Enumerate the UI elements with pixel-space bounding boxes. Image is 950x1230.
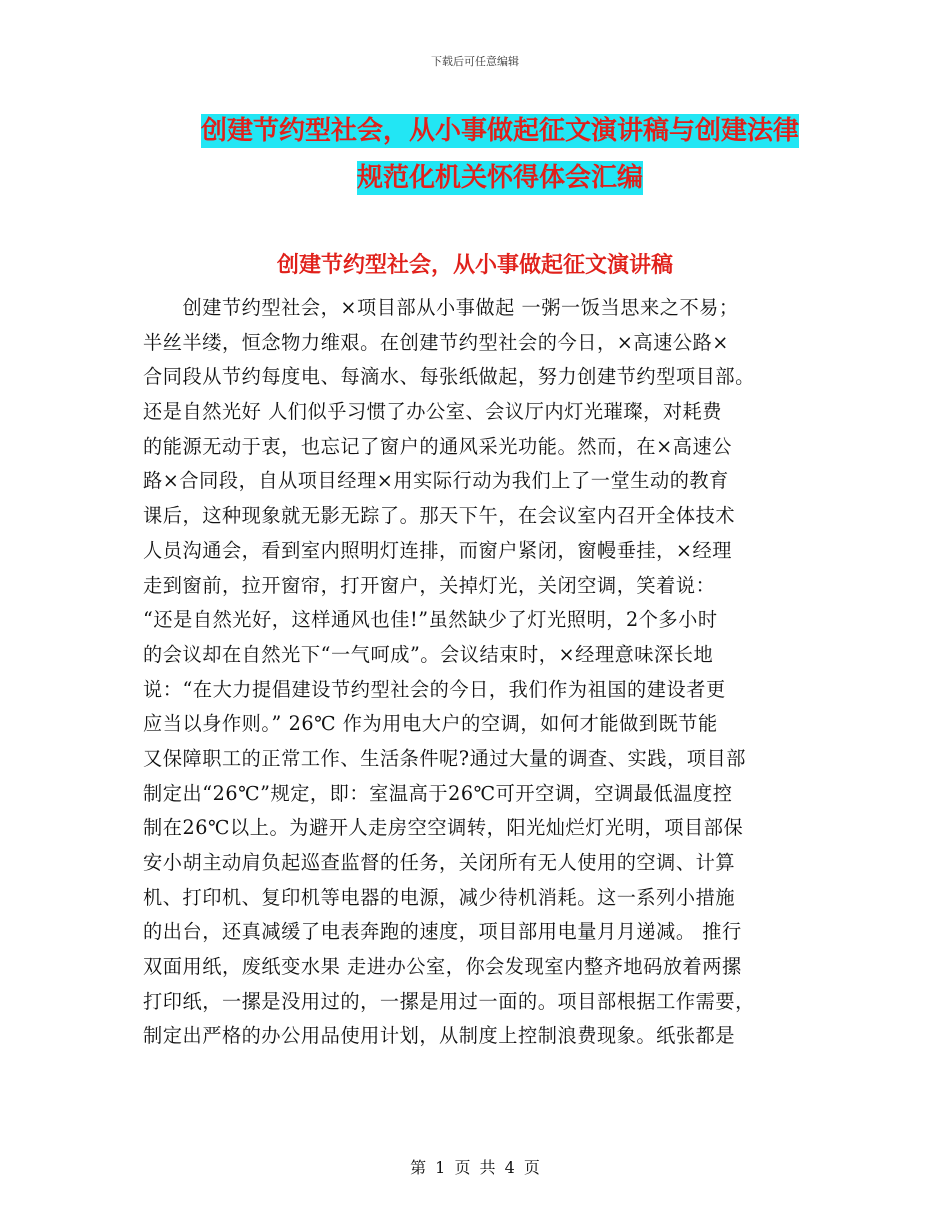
title-line-1: 创建节约型社会，从小事做起征文演讲稿与创建法律 [200,116,799,146]
body-line: 创建节约型社会，×项目部从小事做起 一粥一饭当思来之不易； [143,296,739,319]
header-note: 下载后可任意编辑 [431,55,519,68]
document-title [150,108,850,202]
body-line: 走到窗前，拉开窗帘，打开窗户，关掉灯光，关闭空调，笑着说： [143,573,716,597]
body-line: 还是自然光好 人们似乎习惯了办公室、会议厅内灯光璀璨，对耗费 [143,400,723,424]
body-line: 半丝半缕，恒念物力维艰。在创建节约型社会的今日，×高速公路× [143,330,729,354]
body-line: 又保障职工的正常工作、生活条件呢?通过大量的调查、实践，项目部 [143,746,746,770]
page-number-footer: 第 1 页 共 4 页 [410,1158,540,1177]
body-line: 安小胡主动肩负起巡查监督的任务，关闭所有无人使用的空调、计算 [143,851,736,874]
body-line: 机、打印机、复印机等电器的电源，减少待机消耗。这一系列小措施 [143,885,736,909]
body-line: 的会议却在自然光下“一气呵成”。会议结束时，×经理意味深长地 [143,642,714,666]
body-text [143,291,803,1054]
body-line: 路×合同段，自从项目经理×用实际行动为我们上了一堂生动的教育 [143,469,729,493]
section-title: 创建节约型社会，从小事做起征文演讲稿 [276,252,673,278]
body-line: 制定出严格的办公用品使用计划，从制度上控制浪费现象。纸张都是 [143,1024,736,1048]
body-line: 双面用纸，废纸变水果 走进办公室，你会发现室内整齐地码放着两摞 [143,955,742,979]
body-line: 课后，这种现象就无影无踪了。那天下午，在会议室内召开全体技术 [143,504,736,528]
body-line: 的能源无动于衷，也忘记了窗户的通风采光功能。然而，在×高速公 [143,434,733,458]
body-line: 制定出“26℃”规定，即：室温高于26℃可开空调，空调最低温度控 [143,781,733,805]
title-line-2: 规范化机关怀得体会汇编 [356,163,643,193]
body-line: 打印纸，一摞是没用过的，一摞是用过一面的。项目部根据工作需要， [143,989,755,1013]
body-line: 合同段从节约每度电、每滴水、每张纸做起，努力创建节约型项目部。 [143,365,755,389]
body-line: 制在26℃以上。为避开人走房空空调转，阳光灿烂灯光明，项目部保 [143,816,744,840]
body-line: 的出台，还真减缓了电表奔跑的速度，项目部用电量月月递减。 推行 [143,920,742,944]
body-line: 说：“在大力提倡建设节约型社会的今日，我们作为祖国的建设者更 [143,677,726,701]
body-line: 应当以身作则。” 26℃ 作为用电大户的空调，如何才能做到既节能 [143,712,718,736]
body-line: “还是自然光好，这样通风也佳!”虽然缺少了灯光照明，2个多小时 [143,608,718,632]
body-line: 人员沟通会，看到室内照明灯连排，而窗户紧闭，窗幔垂挂，×经理 [143,538,733,562]
